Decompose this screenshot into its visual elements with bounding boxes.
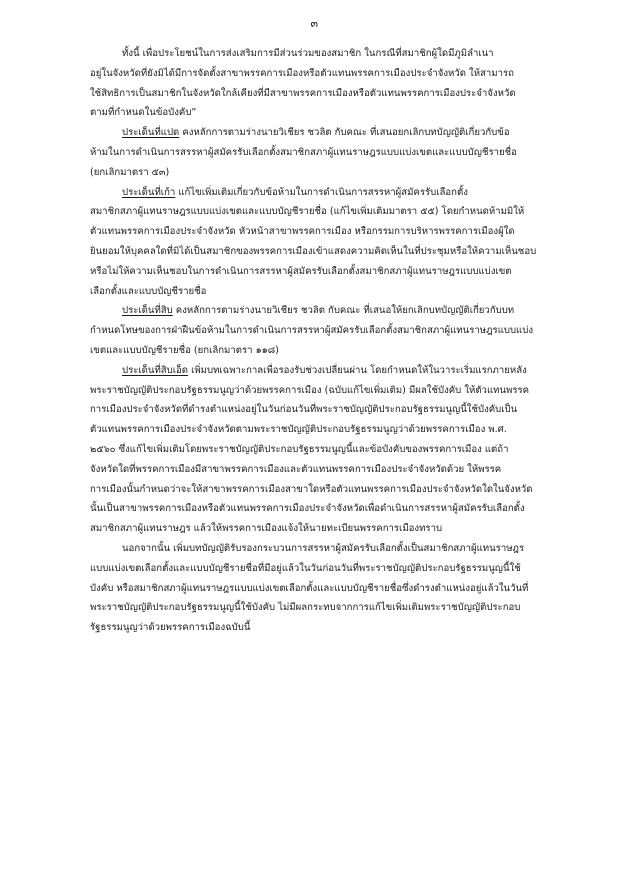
- text-line: ประเด็นที่สิบเอ็ด เพิ่มบทเฉพาะกาลเพื่อรองรับช่วงเปลี่ยนผ่าน โดยกำหนดให้ในวาระเริ่มแรกภายหลัง: [122, 364, 527, 376]
- paragraph: [90, 301, 552, 360]
- text-line: ยินยอมให้บุคคลใดที่มิได้เป็นสมาชิกของพรรคการเมืองเข้าแสดงความคิดเห็นในที่ประชุมหรือให้ความเห็นชอบ: [90, 245, 537, 257]
- text-line: บังคับ หรือสมาชิกสภาผู้แทนราษฎรแบบแบ่งเขตเลือกตั้งและแบบบัญชีรายชื่อซึ่งดำรงตำแหน่งอยู่แล้วในวันที่: [90, 582, 529, 594]
- text-line: ตามที่กำหนดในข้อบังคับ”: [90, 107, 197, 119]
- text-line: นั้นเป็นสาขาพรรคการเมืองหรือตัวแทนพรรคการเมืองประจำจังหวัดเพื่อดำเนินการสรรหาผู้สมัครรับเลือกตั้ง: [90, 503, 525, 515]
- text-line: พระราชบัญญัติประกอบรัฐธรรมนูญว่าด้วยพรรคการเมือง (ฉบับแก้ไขเพิ่มเติม) มีผลใช้บังคับ ให้ตัวแทนพรรค: [90, 384, 530, 396]
- text-line: การเมืองประจำจังหวัดที่ดำรงตำแหน่งอยู่ในวันก่อนวันที่พระราชบัญญัติประกอบรัฐธรรมนูญนี้ใช้บังคับเป็น: [90, 404, 518, 416]
- paragraph: [90, 183, 552, 302]
- text-line: ประเด็นที่สิบ คงหลักการตามร่างนายวิเชียร ชวลิต กับคณะ ที่เสนอให้ยกเลิกบทบัญญัติเกี่ยวกับบท: [122, 305, 515, 317]
- paragraph: [90, 361, 552, 539]
- text-line: (ยกเลิกมาตรา ๕๓): [90, 166, 170, 178]
- page-number: ๓: [310, 17, 319, 30]
- paragraph: [90, 44, 552, 123]
- text-line: เลือกตั้งและแบบบัญชีรายชื่อ: [90, 285, 207, 297]
- text-line: พระราชบัญญัติประกอบรัฐธรรมนูญนี้ใช้บังคับ ไม่มีผลกระทบจากการแก้ไขเพิ่มเติมพระราชบัญญัติประกอบ: [90, 602, 521, 614]
- text-line: สมาชิกสภาผู้แทนราษฎรแบบแบ่งเขตและแบบบัญชีรายชื่อ (แก้ไขเพิ่มเติมมาตรา ๕๕) โดยกำหนดห้ามมิให้: [90, 206, 525, 218]
- paragraph: [90, 539, 552, 638]
- text-line: ประเด็นที่เก้า แก้ไขเพิ่มเติมเกี่ยวกับข้อห้ามในการดำเนินการสรรหาผู้สมัครรับเลือกตั้ง: [122, 186, 468, 198]
- text-line: สมาชิกสภาผู้แทนราษฎร แล้วให้พรรคการเมืองแจ้งให้นายทะเบียนพรรคการเมืองทราบ: [90, 523, 443, 535]
- topic-heading: ประเด็นที่สิบ: [122, 305, 173, 317]
- text-line: ใช้สิทธิการเป็นสมาชิกในจังหวัดใกล้เคียงที่มีสาขาพรรคการเมืองหรือตัวแทนพรรคการเมืองประจำจังหวัด: [90, 87, 516, 99]
- text-line: การเมืองนั้นกำหนดว่าจะให้สาขาพรรคการเมืองสาขาใดหรือตัวแทนพรรคการเมืองประจำจังหวัดใดในจังหวัด: [90, 483, 533, 495]
- text-line: ทั้งนี้ เพื่อประโยชน์ในการส่งเสริมการมีส่วนร่วมของสมาชิก ในกรณีที่สมาชิกผู้ใดมีภูมิลำเนา: [122, 48, 494, 59]
- text-line: ตัวแทนพรรคการเมืองประจำจังหวัดตามพระราชบัญญัติประกอบรัฐธรรมนูญว่าด้วยพรรคการเมือง พ.ศ.: [90, 424, 507, 436]
- text-line: จังหวัดใดที่พรรคการเมืองมีสาขาพรรคการเมืองและตัวแทนพรรคการเมืองประจำจังหวัดด้วย ให้พรรค: [90, 463, 502, 475]
- text-line: เขตและแบบบัญชีรายชื่อ (ยกเลิกมาตรา ๑๑๘): [90, 344, 279, 356]
- text-line: ห้ามในการดำเนินการสรรหาผู้สมัครรับเลือกตั้งสมาชิกสภาผู้แทนราษฎรแบบแบ่งเขตและแบบบัญชีรายชื่อ: [90, 146, 517, 158]
- text-line: อยู่ในจังหวัดที่ยังมิได้มีการจัดตั้งสาขาพรรคการเมืองหรือตัวแทนพรรคการเมืองประจำจังหวัด ให้สามารถ: [90, 67, 514, 79]
- text-line: รัฐธรรมนูญว่าด้วยพรรคการเมืองฉบับนี้: [90, 622, 251, 634]
- topic-heading: ประเด็นที่สิบเอ็ด: [122, 364, 189, 376]
- document-body: [90, 44, 552, 638]
- text-line: ๒๕๖๐ ซึ่งแก้ไขเพิ่มเติมโดยพระราชบัญญัติประกอบรัฐธรรมนูญนี้และข้อบังคับของพรรคการเมือง แต่ถ้า: [90, 443, 509, 455]
- topic-heading: ประเด็นที่เก้า: [122, 186, 176, 198]
- text-line: ตัวแทนพรรคการเมืองประจำจังหวัด หัวหน้าสาขาพรรคการเมือง หรือกรรมการบริหารพรรคการเมืองผู้ใด: [90, 226, 515, 238]
- text-line: นอกจากนั้น เพิ่มบทบัญญัติรับรองกระบวนการสรรหาผู้สมัครรับเลือกตั้งเป็นสมาชิกสภาผู้แทนราษฎร: [122, 542, 525, 554]
- topic-heading: ประเด็นที่แปด: [122, 127, 180, 139]
- text-line: แบบแบ่งเขตเลือกตั้งและแบบบัญชีรายชื่อที่มีอยู่แล้วในวันก่อนวันที่พระราชบัญญัติประกอบรัฐธรรมนูญนี้ใช้: [90, 562, 521, 574]
- text-line: หรือไม่ให้ความเห็นชอบในการดำเนินการสรรหาผู้สมัครรับเลือกตั้งสมาชิกสภาผู้แทนราษฎรแบบแบ่งเขต: [90, 265, 512, 277]
- text-line: กำหนดโทษของการฝ่าฝืนข้อห้ามในการดำเนินการสรรหาผู้สมัครรับเลือกตั้งสมาชิกสภาผู้แทนราษฎรแบบแบ่ง: [90, 325, 534, 337]
- text-line: ประเด็นที่แปด คงหลักการตามร่างนายวิเชียร ชวลิต กับคณะ ที่เสนอยกเลิกบทบัญญัติเกี่ยวกับข้อ: [122, 127, 510, 139]
- paragraph: [90, 123, 552, 182]
